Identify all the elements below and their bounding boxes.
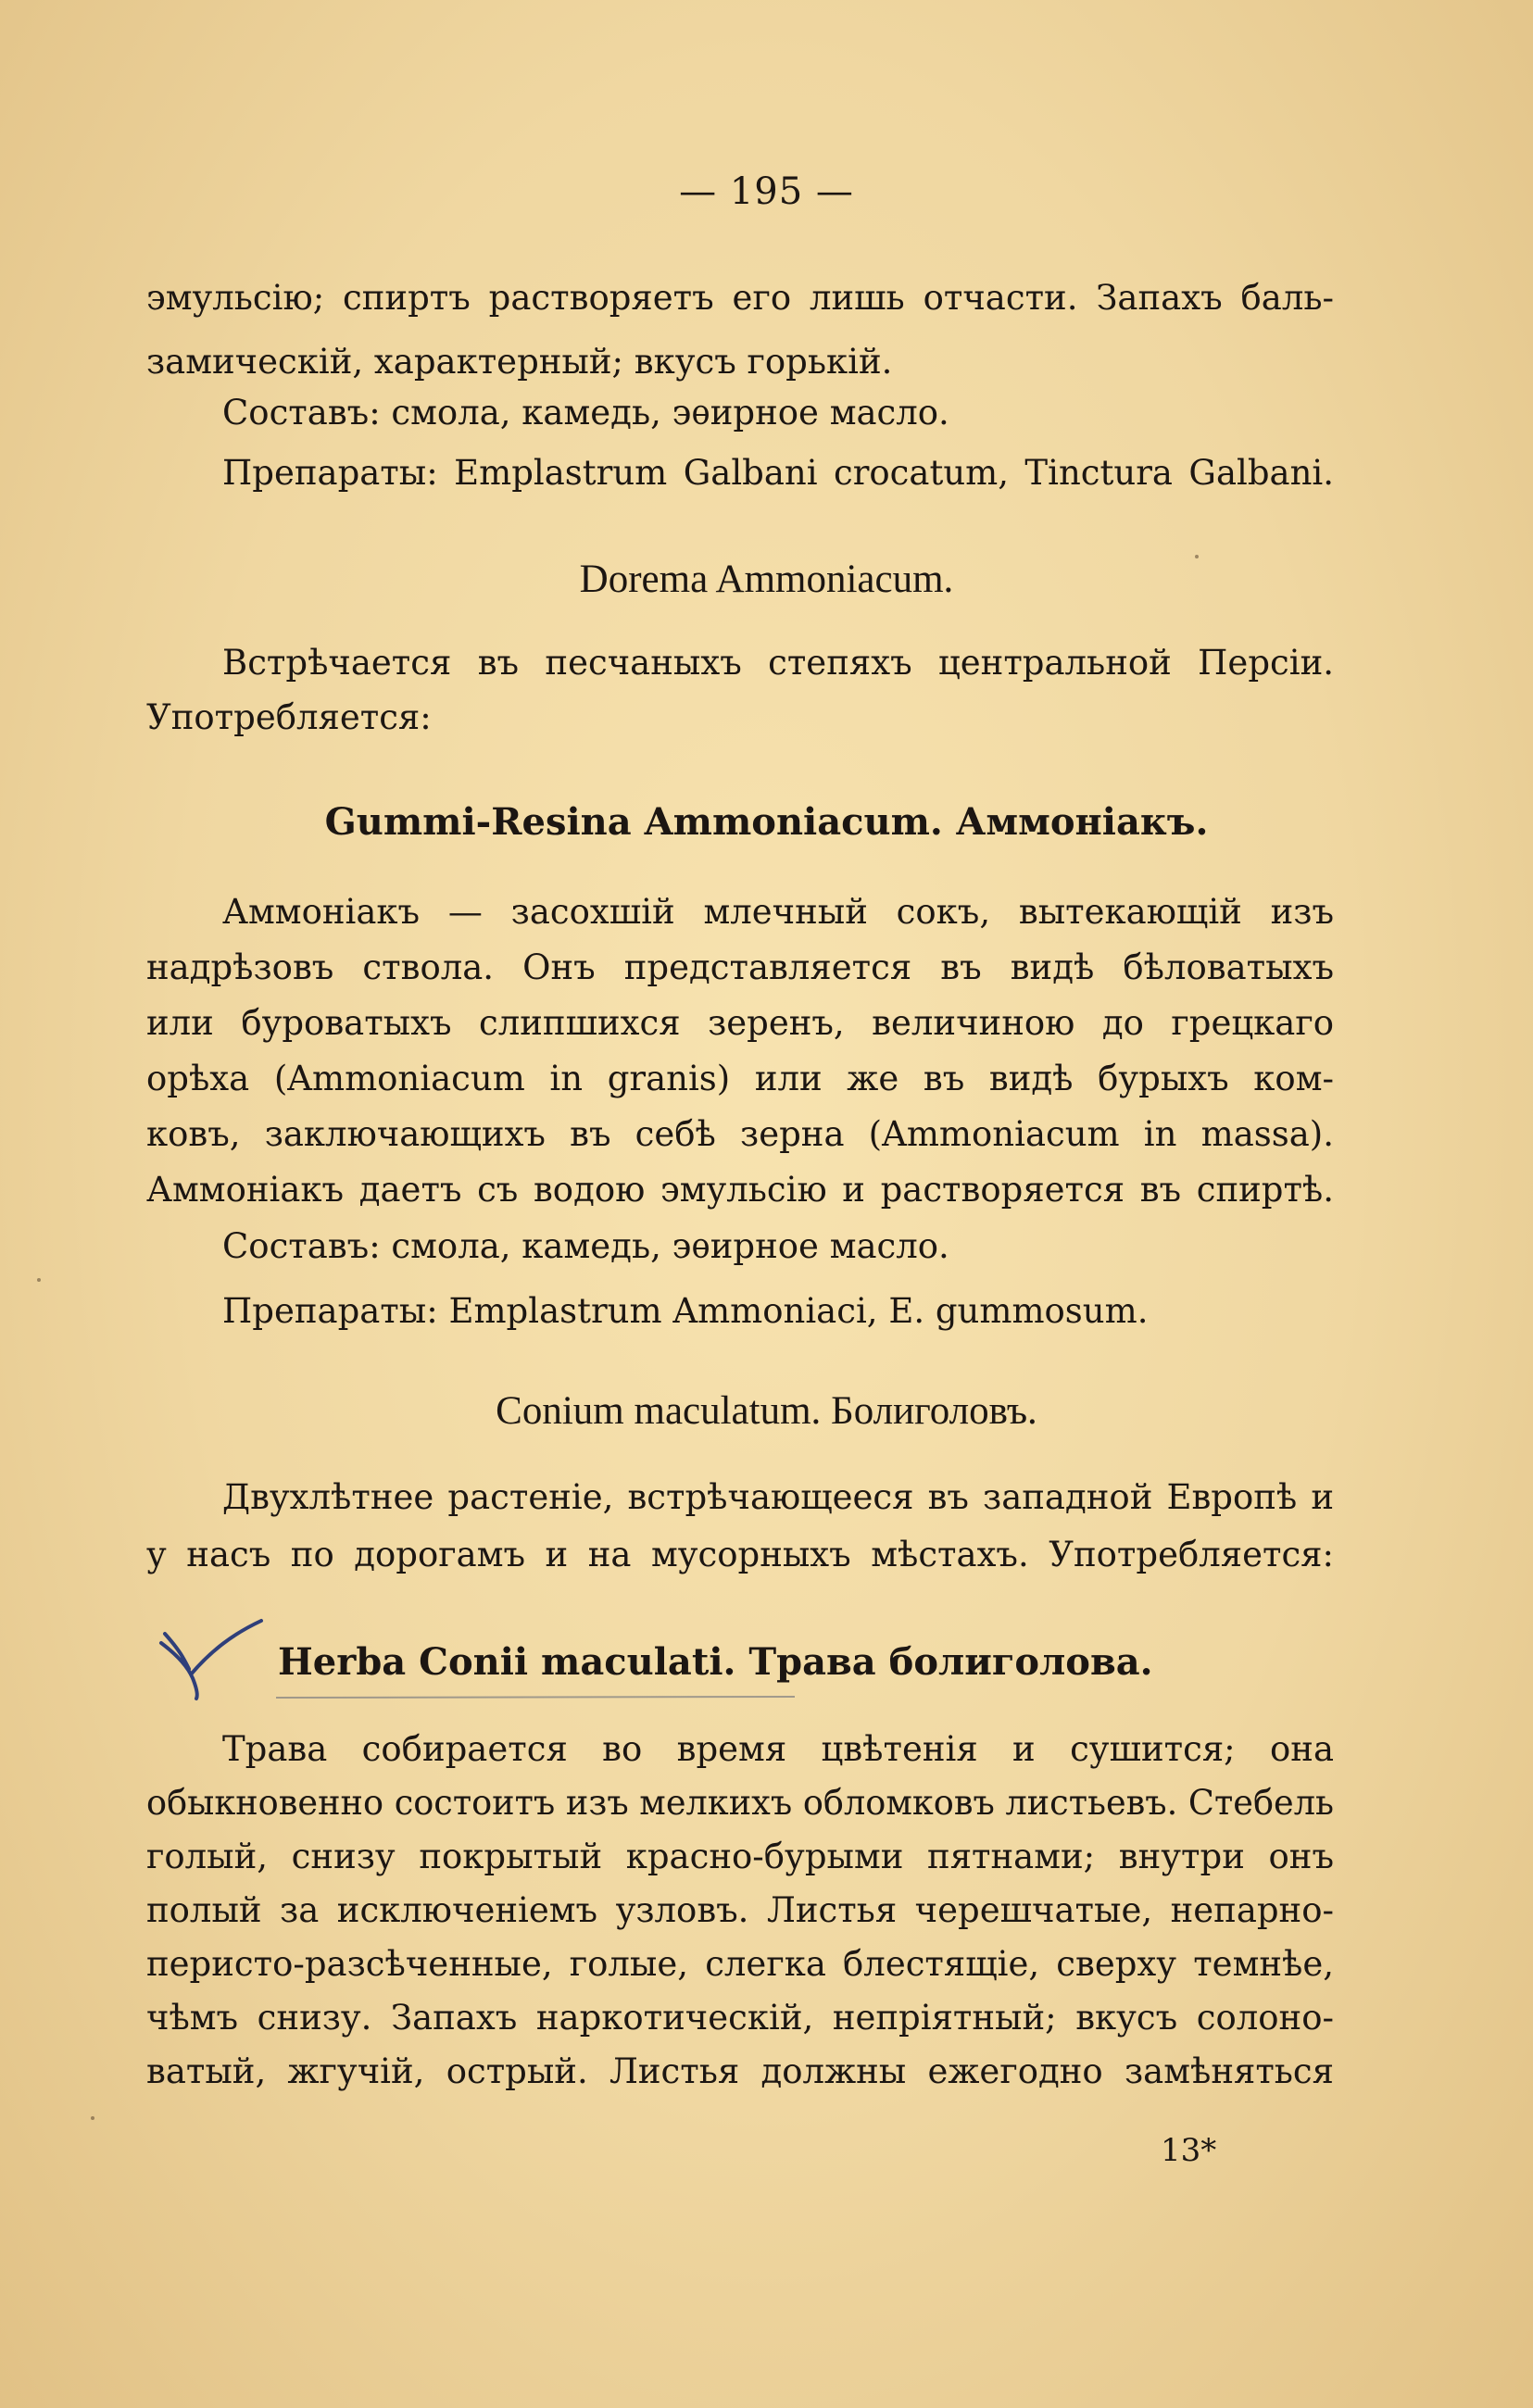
- text-line: эмульсію; спиртъ растворяетъ его лишь отчасти. Запахъ баль-: [146, 278, 1334, 318]
- text-line: полый за исключеніемъ узловъ. Листья черешчатые, непарно-: [146, 1890, 1334, 1930]
- text-line: у насъ по дорогамъ и на мусорныхъ мѣстахъ. Употребляется:: [146, 1535, 1334, 1574]
- text-line: ватый, жгучій, острый. Листья должны ежегодно замѣняться: [146, 2051, 1334, 2091]
- pencil-underline: [276, 1693, 795, 1702]
- text-line: или буроватыхъ слипшихся зеренъ, величиною до грецкаго: [146, 1003, 1334, 1043]
- signature-mark: 13*: [1161, 2132, 1217, 2169]
- paper-speck: [91, 2116, 94, 2120]
- text-line: орѣха (Ammoniacum in granis) или же въ видѣ бурыхъ ком-: [146, 1059, 1334, 1098]
- text-line: Препараты: Emplastrum Ammoniaci, E. gummosum.: [222, 1291, 1149, 1331]
- paper-speck: [1195, 555, 1199, 558]
- text-line: перисто-разсѣченные, голые, слегка блестящіе, сверху темнѣе,: [146, 1944, 1334, 1984]
- text-line: замическій, характерный; вкусъ горькій.: [146, 342, 893, 382]
- text-line: голый, снизу покрытый красно-бурыми пятнами; внутри онъ: [146, 1837, 1334, 1876]
- text-line: Аммоніакъ даетъ съ водою эмульсію и растворяется въ спиртѣ.: [146, 1170, 1334, 1210]
- text-line: ковъ, заключающихъ въ себѣ зерна (Ammoniacum in massa).: [146, 1114, 1334, 1154]
- text-line: Встрѣчается въ песчаныхъ степяхъ центральной Персіи.: [222, 643, 1334, 683]
- text-line: чѣмъ снизу. Запахъ наркотическій, непріятный; вкусъ солоно-: [146, 1998, 1334, 2038]
- text-line: Аммоніакъ — засохшій млечный сокъ, вытекающій изъ: [222, 892, 1334, 932]
- text-line: Употребляется:: [146, 697, 432, 737]
- text-line: надрѣзовъ ствола. Онъ представляется въ видѣ бѣловатыхъ: [146, 947, 1334, 987]
- check-mark-icon: [156, 1613, 267, 1702]
- text-line: Препараты: Emplastrum Galbani crocatum, Tinctura Galbani.: [222, 453, 1334, 493]
- section-heading: Dorema Ammoniacum.: [579, 558, 954, 601]
- text-line: Трава собирается во время цвѣтенія и сушится; она: [222, 1729, 1334, 1769]
- section-heading: Conium maculatum. Болиголовъ.: [496, 1389, 1037, 1433]
- text-line: Двухлѣтнее растеніе, встрѣчающееся въ западной Европѣ и: [222, 1477, 1334, 1517]
- text-line: Составъ: смола, камедь, эѳирное масло.: [222, 393, 949, 433]
- text-line: обыкновенно состоитъ изъ мелкихъ обломковъ листьевъ. Стебель: [146, 1783, 1334, 1823]
- text-line: Составъ: смола, камедь, эѳирное масло.: [222, 1226, 949, 1266]
- page-number: — 195 —: [679, 170, 854, 213]
- section-heading: Herba Conii maculati. Трава болиголова.: [278, 1640, 1153, 1684]
- section-heading: Gummi-Resina Ammoniacum. Аммоніакъ.: [324, 800, 1209, 844]
- paper-speck: [37, 1278, 41, 1282]
